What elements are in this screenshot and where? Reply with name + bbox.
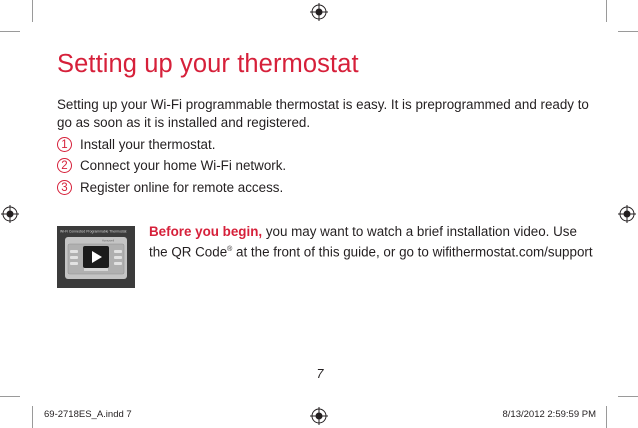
- registration-mark-bottom: [310, 407, 328, 425]
- crop-mark-right-top: [618, 31, 638, 32]
- step-text: Register online for remote access.: [80, 179, 284, 195]
- slug-file-name: 69-2718ES_A.indd 7: [44, 409, 132, 420]
- page-title: Setting up your thermostat: [57, 50, 359, 78]
- installation-video-thumbnail[interactable]: [57, 226, 135, 288]
- step-text: Connect your home Wi-Fi network.: [80, 157, 287, 173]
- crop-mark-bottom-left: [32, 406, 33, 428]
- slug-timestamp: 8/13/2012 2:59:59 PM: [502, 409, 596, 420]
- page-number: 7: [316, 367, 324, 381]
- step-3: [57, 178, 283, 196]
- video-thumbnail-title: Wi-Fi Connected Programmable Thermostat: [60, 229, 127, 234]
- before-you-begin-lead: Before you begin,: [149, 224, 263, 239]
- registration-mark-top: [310, 3, 328, 21]
- step-text: Install your thermostat.: [80, 136, 216, 152]
- crop-mark-top-left: [32, 0, 33, 22]
- step-1: [57, 135, 215, 153]
- crop-mark-right-bottom: [618, 396, 638, 397]
- before-you-begin-text-1: you may want to watch a brief installation video. Use the QR Code: [149, 224, 577, 259]
- step-2: [57, 156, 286, 174]
- crop-mark-top-right: [606, 0, 607, 22]
- before-you-begin-text-2: at the front of this guide, or go to wifithermostat.com/support: [232, 243, 593, 259]
- play-icon[interactable]: [83, 246, 109, 268]
- crop-mark-left-bottom: [0, 396, 20, 397]
- thermostat-brand-label: Honeywell: [102, 239, 114, 243]
- step-number-badge: 1: [57, 137, 72, 152]
- crop-mark-left-top: [0, 31, 20, 32]
- before-you-begin-paragraph: [149, 223, 599, 260]
- step-number-badge: 2: [57, 158, 72, 173]
- registration-mark-right: [618, 205, 636, 223]
- step-number-badge: 3: [57, 180, 72, 195]
- registered-mark: ®: [227, 245, 233, 253]
- intro-paragraph: Setting up your Wi-Fi programmable thermostat is easy. It is preprogrammed and ready to go as soon as it is installed and registered.: [57, 97, 589, 130]
- crop-mark-bottom-right: [606, 406, 607, 428]
- registration-mark-left: [1, 205, 19, 223]
